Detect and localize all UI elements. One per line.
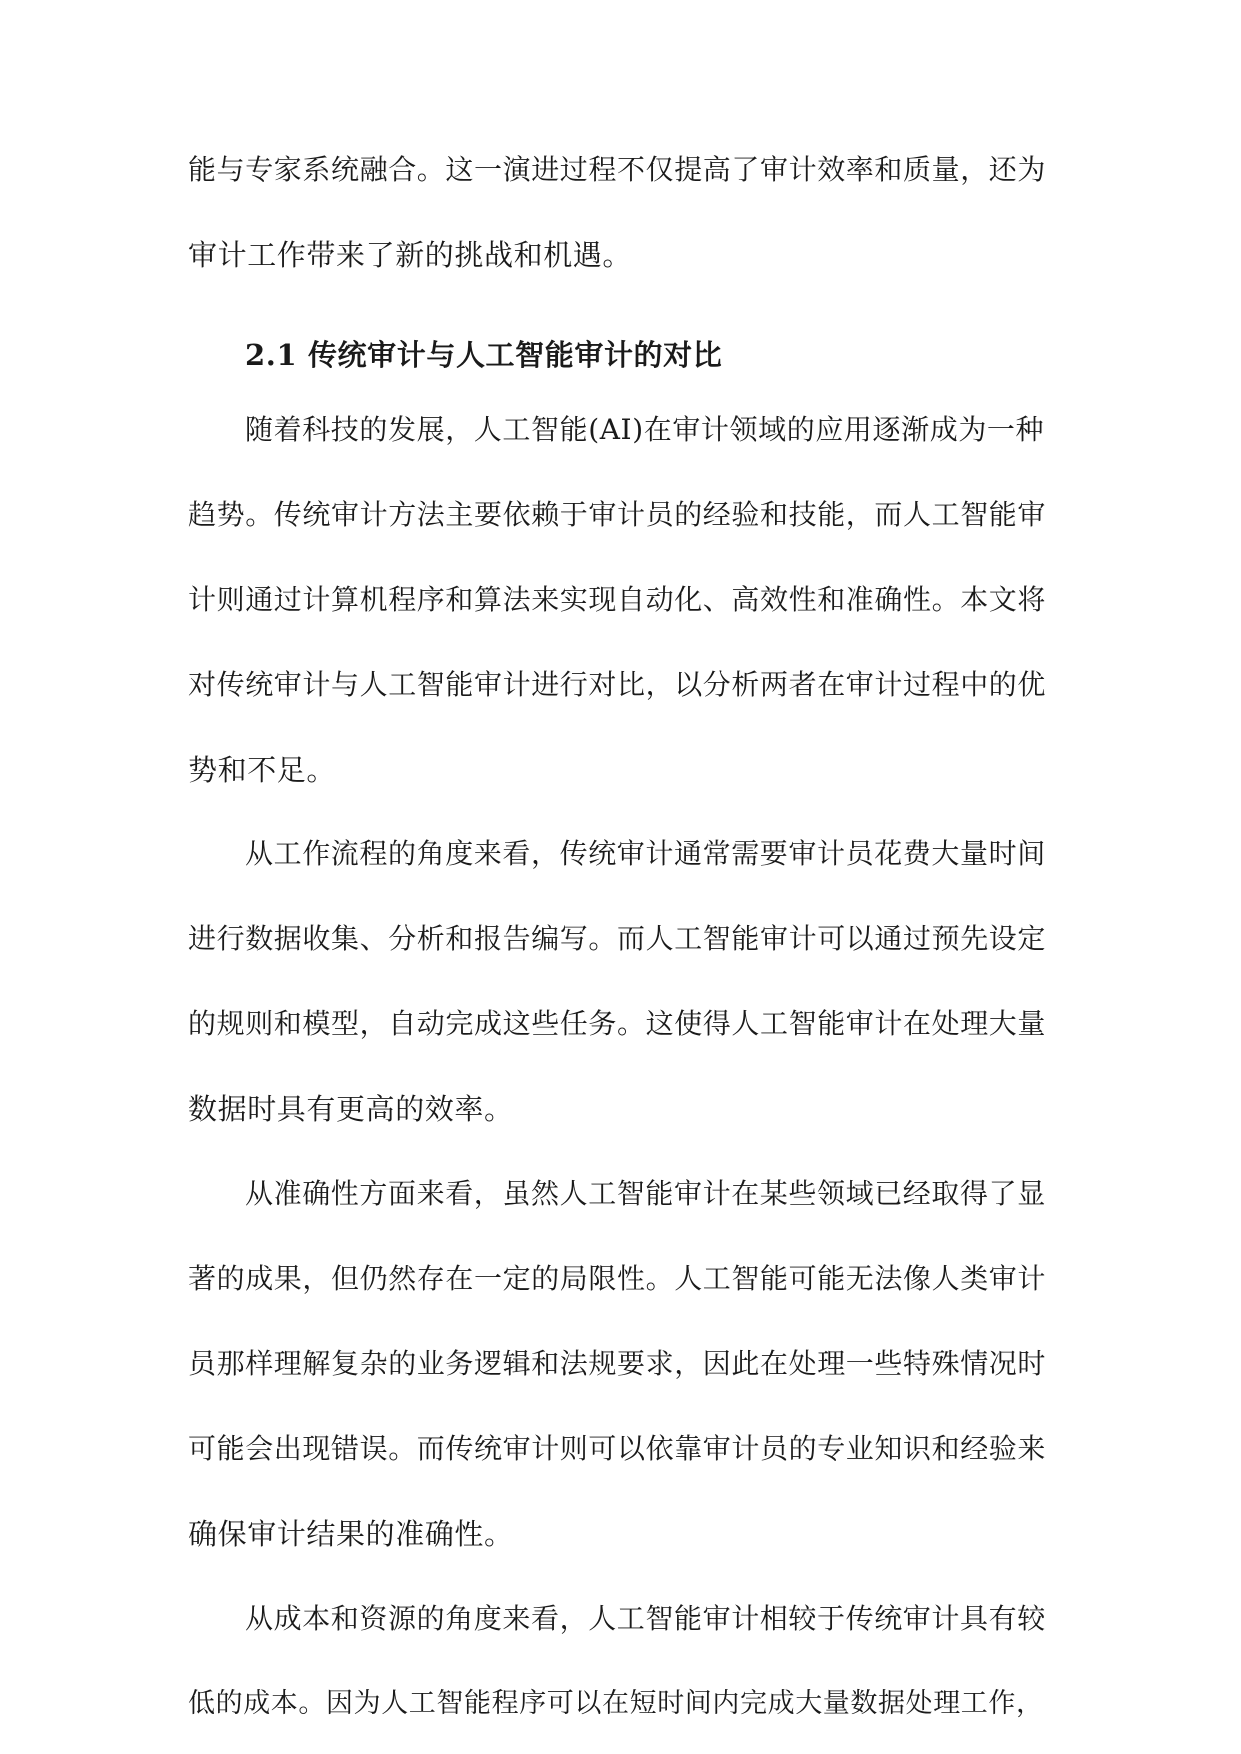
- paragraph-2-line-3: 的规则和模型，自动完成这些任务。这使得人工智能审计在处理大量: [188, 1007, 1047, 1040]
- paragraph-3-line-3: 员那样理解复杂的业务逻辑和法规要求，因此在处理一些特殊情况时: [188, 1347, 1047, 1380]
- paragraph-3-line-2: 著的成果，但仍然存在一定的局限性。人工智能可能无法像人类审计: [188, 1262, 1047, 1295]
- paragraph-1-line-1: 随着科技的发展，人工智能(AI)在审计领域的应用逐渐成为一种: [245, 413, 1045, 446]
- paragraph-1-line-2: 趋势。传统审计方法主要依赖于审计员的经验和技能，而人工智能审: [188, 498, 1047, 531]
- paragraph-1-line-5: 势和不足。: [188, 753, 337, 787]
- paragraph-3-line-1: 从准确性方面来看，虽然人工智能审计在某些领域已经取得了显: [245, 1177, 1046, 1210]
- section-heading: 2.1 传统审计与人工智能审计的对比: [245, 338, 723, 372]
- paragraph-4-line-2: 低的成本。因为人工智能程序可以在短时间内完成大量数据处理工作，: [188, 1688, 1044, 1719]
- paragraph-1-line-3: 计则通过计算机程序和算法来实现自动化、高效性和准确性。本文将: [188, 583, 1047, 616]
- paragraph-4-line-1: 从成本和资源的角度来看，人工智能审计相较于传统审计具有较: [245, 1602, 1046, 1635]
- paragraph-2-line-2: 进行数据收集、分析和报告编写。而人工智能审计可以通过预先设定: [188, 922, 1047, 955]
- intro-line-1: 能与专家系统融合。这一演进过程不仅提高了审计效率和质量，还为: [188, 153, 1047, 186]
- paragraph-3-line-4: 可能会出现错误。而传统审计则可以依靠审计员的专业知识和经验来: [188, 1432, 1047, 1465]
- paragraph-2-line-1: 从工作流程的角度来看，传统审计通常需要审计员花费大量时间: [245, 837, 1046, 870]
- intro-line-2: 审计工作带来了新的挑战和机遇。: [188, 238, 633, 272]
- paragraph-3-line-5: 确保审计结果的准确性。: [188, 1517, 514, 1551]
- paragraph-2-line-4: 数据时具有更高的效率。: [188, 1092, 514, 1126]
- paragraph-1-line-4: 对传统审计与人工智能审计进行对比，以分析两者在审计过程中的优: [188, 668, 1047, 701]
